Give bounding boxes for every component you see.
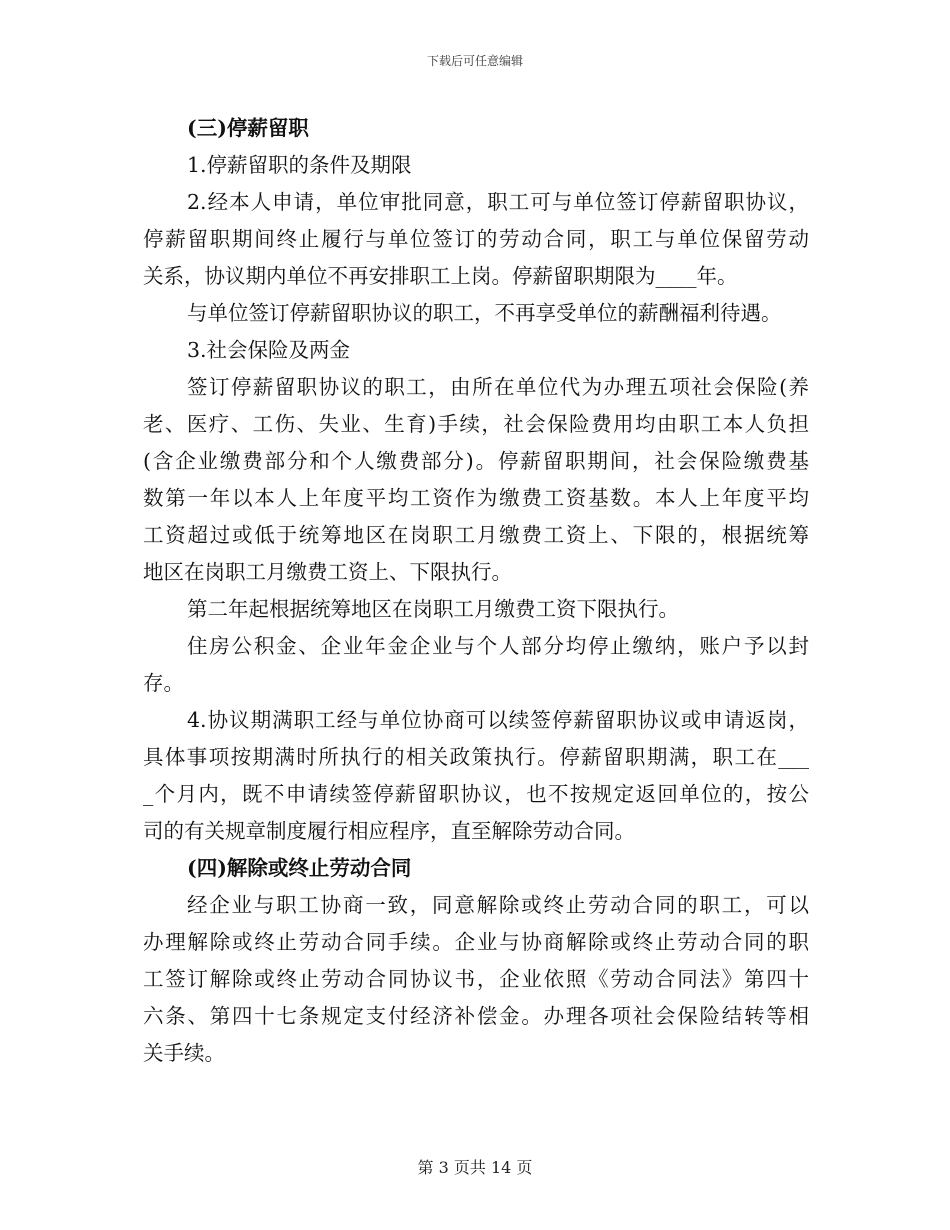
text-line: (含企业缴费部分和个人缴费部分)。停薪留职期间，社会保险缴费基	[143, 449, 809, 473]
text-line: 司的有关规章制度履行相应程序，直至解除劳动合同。	[143, 819, 635, 843]
text-line: 关系，协议期内单位不再安排职工上岗。停薪留职期限为____年。	[143, 264, 738, 288]
text-line: 工签订解除或终止劳动合同协议书，企业依照《劳动合同法》第四十	[143, 967, 809, 991]
text-line: 办理解除或终止劳动合同手续。企业与协商解除或终止劳动合同的职	[143, 930, 809, 954]
text-line: 第二年起根据统筹地区在岗职工月缴费工资下限执行。	[187, 597, 679, 621]
document-body	[143, 110, 809, 1072]
text-line: 1.停薪留职的条件及期限	[187, 153, 412, 177]
text-line: 具体事项按期满时所执行的相关政策执行。停薪留职期满，职工在___	[143, 745, 809, 769]
text-line: 经企业与职工协商一致，同意解除或终止劳动合同的职工，可以	[187, 893, 809, 917]
text-line: 老、医疗、工伤、失业、生育)手续，社会保险费用均由职工本人负担	[143, 412, 809, 436]
page-header: 下载后可任意编辑	[426, 54, 523, 68]
text-line: 4.协议期满职工经与单位协商可以续签停薪留职协议或申请返岗，	[187, 708, 809, 732]
text-line: 数第一年以本人上年度平均工资作为缴费工资基数。本人上年度平均	[143, 486, 809, 510]
text-line: 3.社会保险及两金	[187, 338, 351, 362]
text-line: 工资超过或低于统筹地区在岗职工月缴费工资上、下限的，根据统筹	[143, 523, 809, 547]
page-number: 第 3 页共 14 页	[417, 1158, 533, 1177]
text-line: (三)停薪留职	[187, 116, 309, 140]
text-line: (四)解除或终止劳动合同	[187, 856, 412, 880]
text-line: 存。	[143, 671, 184, 695]
text-line: 2.经本人申请，单位审批同意，职工可与单位签订停薪留职协议，	[187, 190, 809, 214]
text-line: 与单位签订停薪留职协议的职工，不再享受单位的薪酬福利待遇。	[187, 301, 782, 325]
text-line: 六条、第四十七条规定支付经济补偿金。办理各项社会保险结转等相	[143, 1004, 809, 1028]
text-line: 地区在岗职工月缴费工资上、下限执行。	[143, 560, 512, 584]
text-line: 停薪留职期间终止履行与单位签订的劳动合同，职工与单位保留劳动	[143, 227, 809, 251]
text-line: _个月内，既不申请续签停薪留职协议，也不按规定返回单位的，按公	[143, 782, 809, 806]
text-line: 住房公积金、企业年金企业与个人部分均停止缴纳，账户予以封	[187, 634, 809, 658]
text-line: 签订停薪留职协议的职工，由所在单位代为办理五项社会保险(养	[187, 375, 809, 399]
text-line: 关手续。	[143, 1041, 225, 1065]
